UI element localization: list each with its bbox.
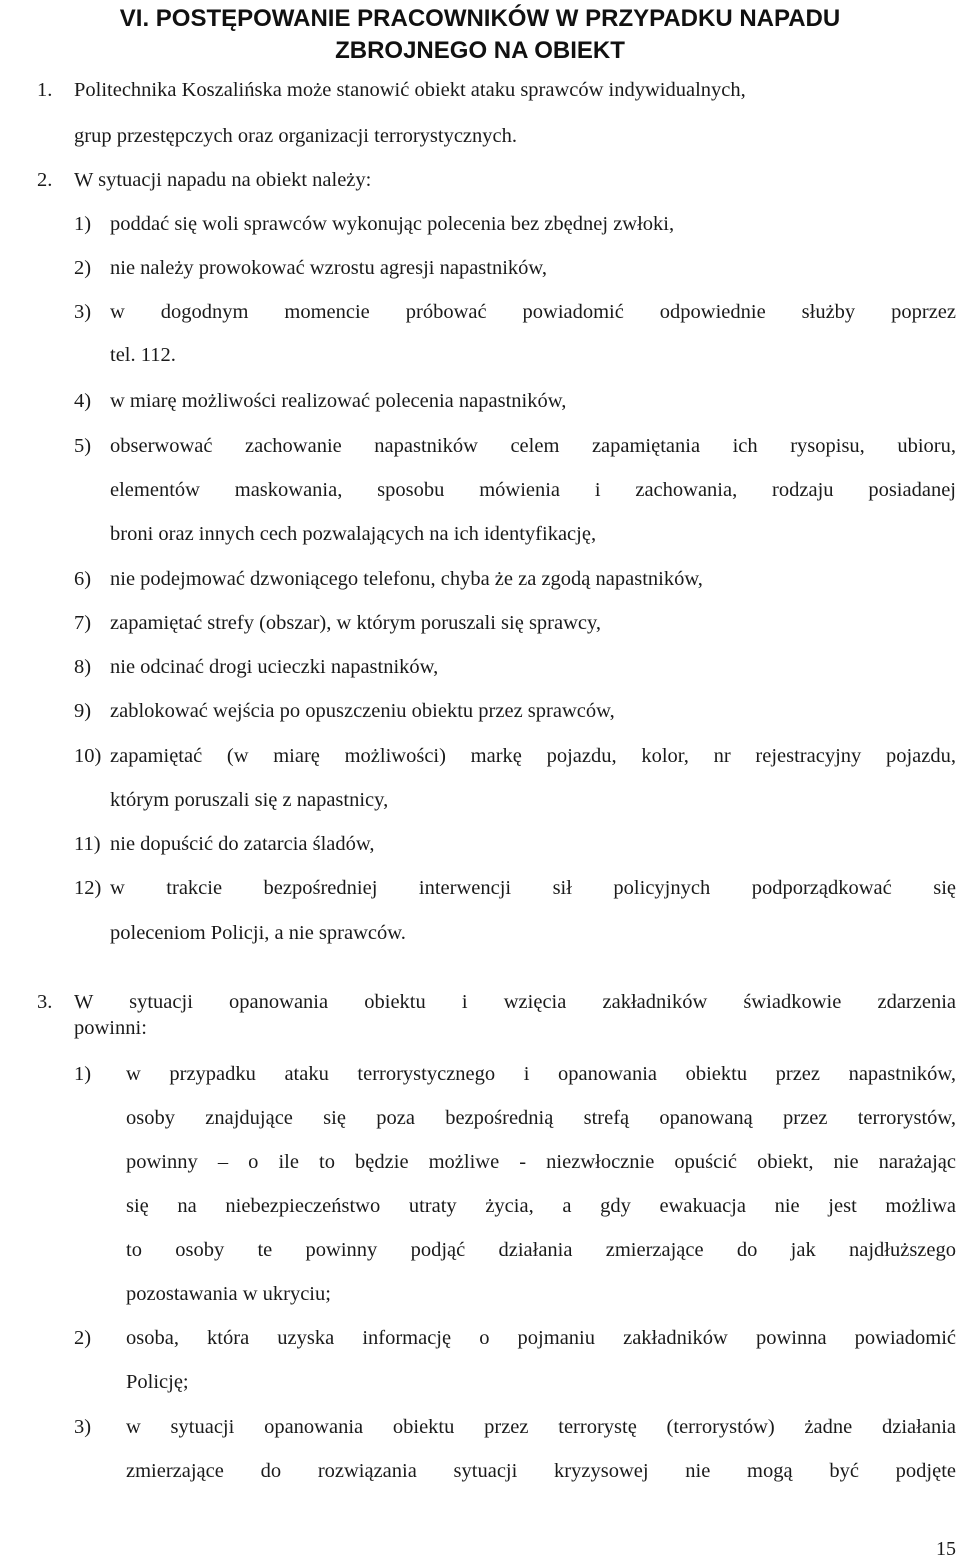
page-number: 15 <box>936 1538 956 1560</box>
section-3-intro-line-2: powinni: <box>74 1017 147 1039</box>
s3-item-1-line-4: się na niebezpieczeństwo utraty życia, a gdy ewakuacja nie jest możliwa <box>126 1195 956 1217</box>
s3-item-1-line-3: powinny – o ile to będzie możliwe - niezwłocznie opuścić obiekt, nie narażając <box>126 1151 956 1173</box>
section-1-line-2: grup przestępczych oraz organizacji terrorystycznych. <box>74 125 518 147</box>
s2-item-11-number: 11) <box>74 833 101 855</box>
s2-item-3-line-2: tel. 112. <box>110 344 176 366</box>
section-2-number: 2. <box>37 169 53 191</box>
section-3-intro-line-1: W sytuacji opanowania obiektu i wzięcia zakładników świadkowie zdarzenia <box>74 991 956 1013</box>
s2-item-7-line-1: zapamiętać strefy (obszar), w którym poruszali się sprawcy, <box>110 612 602 634</box>
s2-item-12-number: 12) <box>74 877 102 899</box>
s3-item-2-line-1: osoba, która uzyska informację o pojmaniu zakładników powinna powiadomić <box>126 1327 956 1349</box>
s2-item-1-line-1: poddać się woli sprawców wykonując polecenia bez zbędnej zwłoki, <box>110 213 675 235</box>
s3-item-1-line-5: to osoby te powinny podjąć działania zmierzające do jak najdłuższego <box>126 1239 956 1261</box>
section-1-number: 1. <box>37 79 53 101</box>
s2-item-3-line-1: w dogodnym momencie próbować powiadomić odpowiednie służby poprzez <box>110 301 956 323</box>
s3-item-1-line-2: osoby znajdujące się poza bezpośrednią strefą opanowaną przez terrorystów, <box>126 1107 956 1129</box>
s2-item-5-line-3: broni oraz innych cech pozwalających na ich identyfikację, <box>110 523 597 545</box>
s2-item-4-number: 4) <box>74 390 92 412</box>
s3-item-1-line-6: pozostawania w ukryciu; <box>126 1283 331 1305</box>
s2-item-10-line-1: zapamiętać (w miarę możliwości) markę pojazdu, kolor, nr rejestracyjny pojazdu, <box>110 745 956 767</box>
s2-item-10-line-2: którym poruszali się z napastnicy, <box>110 789 389 811</box>
s2-item-5-line-1: obserwować zachowanie napastników celem zapamiętania ich rysopisu, ubioru, <box>110 435 956 457</box>
s3-item-2-line-2: Policję; <box>126 1371 189 1393</box>
s2-item-9-number: 9) <box>74 700 92 722</box>
s2-item-12-line-2: poleceniom Policji, a nie sprawców. <box>110 922 406 944</box>
s2-item-7-number: 7) <box>74 612 92 634</box>
s2-item-10-number: 10) <box>74 745 102 767</box>
s2-item-2-number: 2) <box>74 257 92 279</box>
s3-item-3-line-1: w sytuacji opanowania obiektu przez terrorystę (terrorystów) żadne działania <box>126 1416 956 1438</box>
section-1-line-1: Politechnika Koszalińska może stanowić obiekt ataku sprawców indywidualnych, <box>74 79 746 101</box>
s2-item-12-line-1: w trakcie bezpośredniej interwencji sił policyjnych podporządkować się <box>110 877 956 899</box>
s3-item-2-number: 2) <box>74 1327 92 1349</box>
s2-item-11-line-1: nie dopuścić do zatarcia śladów, <box>110 833 375 855</box>
s2-item-9-line-1: zablokować wejścia po opuszczeniu obiektu przez sprawców, <box>110 700 615 722</box>
s3-item-1-number: 1) <box>74 1063 92 1085</box>
s3-item-3-number: 3) <box>74 1416 92 1438</box>
s2-item-2-line-1: nie należy prowokować wzrostu agresji napastników, <box>110 257 548 279</box>
s2-item-1-number: 1) <box>74 213 92 235</box>
s2-item-6-number: 6) <box>74 568 92 590</box>
section-2-intro: W sytuacji napadu na obiekt należy: <box>74 169 372 191</box>
s2-item-8-number: 8) <box>74 656 92 678</box>
s2-item-3-number: 3) <box>74 301 92 323</box>
s2-item-6-line-1: nie podejmować dzwoniącego telefonu, chyba że za zgodą napastników, <box>110 568 703 590</box>
s2-item-4-line-1: w miarę możliwości realizować polecenia napastników, <box>110 390 567 412</box>
s3-item-3-line-2: zmierzające do rozwiązania sytuacji kryzysowej nie mogą być podjęte <box>126 1460 956 1482</box>
heading-line-2: ZBROJNEGO NA OBIEKT <box>335 37 625 64</box>
s2-item-5-line-2: elementów maskowania, sposobu mówienia i zachowania, rodzaju posiadanej <box>110 479 956 501</box>
section-3-number: 3. <box>37 991 53 1013</box>
s3-item-1-line-1: w przypadku ataku terrorystycznego i opanowania obiektu przez napastników, <box>126 1063 956 1085</box>
s2-item-5-number: 5) <box>74 435 92 457</box>
s2-item-8-line-1: nie odcinać drogi ucieczki napastników, <box>110 656 439 678</box>
heading-line-1: VI. POSTĘPOWANIE PRACOWNIKÓW W PRZYPADKU NAPADU <box>119 5 841 32</box>
